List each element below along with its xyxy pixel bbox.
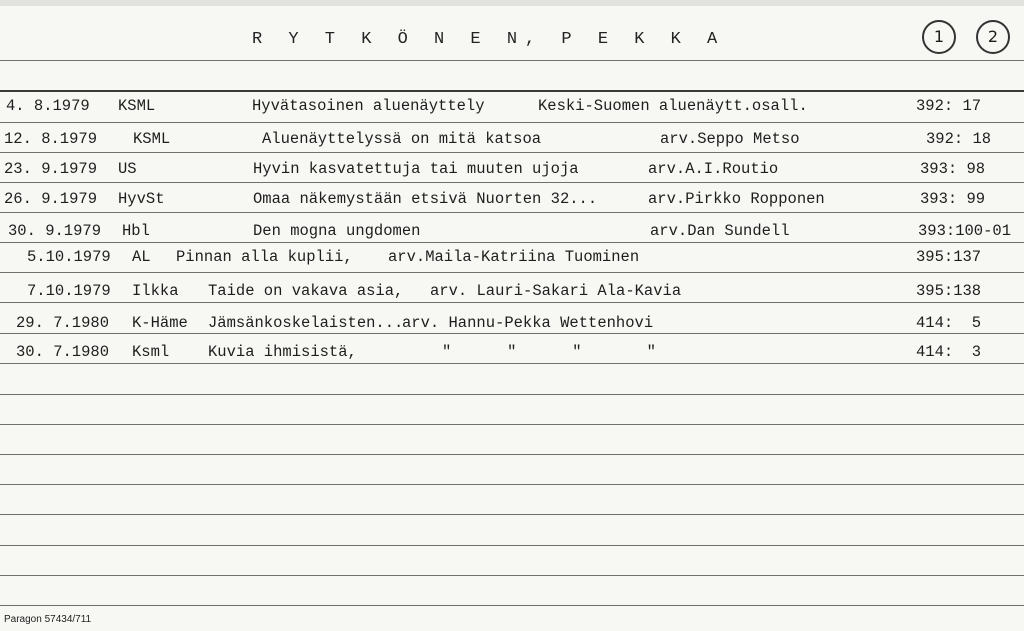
card-entry xyxy=(0,160,1024,186)
entry-date: 29. 7.1980 xyxy=(16,314,110,332)
entry-source: Ksml xyxy=(132,343,170,361)
ruled-line xyxy=(0,424,1024,425)
entry-ref: 392: 18 xyxy=(926,130,992,148)
ruled-line xyxy=(0,514,1024,515)
entry-title: Jämsänkoskelaisten... xyxy=(208,314,404,332)
entry-ref: 395:138 xyxy=(916,282,982,300)
card-entry xyxy=(0,248,1024,274)
entry-ref: 393: 98 xyxy=(920,160,986,178)
header-rule xyxy=(0,90,1024,92)
entry-title: Pinnan alla kuplii, xyxy=(176,248,353,266)
entry-date: 4. 8.1979 xyxy=(6,97,90,115)
ruled-line xyxy=(0,575,1024,576)
entry-source: HyvSt xyxy=(118,190,165,208)
entry-title: Taide on vakava asia, xyxy=(208,282,404,300)
entry-ref: 414: 3 xyxy=(916,343,982,361)
ruled-line xyxy=(0,60,1024,61)
entry-source: Hbl xyxy=(122,222,150,240)
entry-author: Keski-Suomen aluenäytt.osall. xyxy=(538,97,808,115)
entry-ref: 393:100-01 xyxy=(918,222,1012,240)
entry-source: K-Häme xyxy=(132,314,188,332)
card-entry xyxy=(0,282,1024,308)
entry-author: arv.Seppo Metso xyxy=(660,130,800,148)
entry-ref: 414: 5 xyxy=(916,314,982,332)
entry-title: Hyvin kasvatettuja tai muuten ujoja xyxy=(253,160,579,178)
ruled-line xyxy=(0,394,1024,395)
card-entry xyxy=(0,190,1024,216)
entry-source: KSML xyxy=(118,97,156,115)
ruled-line xyxy=(0,454,1024,455)
entry-date: 30. 9.1979 xyxy=(8,222,102,240)
entry-title: Hyvätasoinen aluenäyttely xyxy=(252,97,485,115)
entry-author: arv. Hannu-Pekka Wettenhovi xyxy=(402,314,654,332)
card-number-marker-1: 1 xyxy=(922,20,956,54)
entry-author: arv.Maila-Katriina Tuominen xyxy=(388,248,640,266)
entry-ref: 395:137 xyxy=(916,248,982,266)
entry-date: 30. 7.1980 xyxy=(16,343,110,361)
entry-date: 7.10.1979 xyxy=(27,282,111,300)
ruled-line xyxy=(0,605,1024,606)
card-entry xyxy=(0,222,1024,248)
ruled-line xyxy=(0,484,1024,485)
card-print-mark: Paragon 57434/711 xyxy=(4,614,92,625)
card-heading-name: R Y T K Ö N E N, P E K K A xyxy=(252,30,726,49)
card-entry xyxy=(0,343,1024,369)
entry-ditto-marks: " " " " xyxy=(442,343,656,361)
ruled-line xyxy=(0,545,1024,546)
entry-source: KSML xyxy=(133,130,171,148)
card-entry xyxy=(0,314,1024,340)
entry-date: 23. 9.1979 xyxy=(4,160,98,178)
card-number-marker-2: 2 xyxy=(976,20,1010,54)
entry-title: Aluenäyttelyssä on mitä katsoa xyxy=(262,130,542,148)
entry-author: arv. Lauri-Sakari Ala-Kavia xyxy=(430,282,682,300)
entry-source: US xyxy=(118,160,137,178)
entry-title: Omaa näkemystään etsivä Nuorten 32... xyxy=(253,190,598,208)
entry-date: 5.10.1979 xyxy=(27,248,111,266)
card-entry xyxy=(0,97,1024,123)
entry-source: Ilkka xyxy=(132,282,179,300)
entry-title: Kuvia ihmisistä, xyxy=(208,343,357,361)
entry-ref: 392: 17 xyxy=(916,97,982,115)
card-top-edge xyxy=(0,0,1024,6)
entry-title: Den mogna ungdomen xyxy=(253,222,421,240)
entry-date: 26. 9.1979 xyxy=(4,190,98,208)
entry-author: arv.Dan Sundell xyxy=(650,222,790,240)
entry-date: 12. 8.1979 xyxy=(4,130,98,148)
card-entry xyxy=(0,130,1024,156)
entry-author: arv.Pirkko Ropponen xyxy=(648,190,825,208)
entry-author: arv.A.I.Routio xyxy=(648,160,779,178)
entry-source: AL xyxy=(132,248,151,266)
entry-ref: 393: 99 xyxy=(920,190,986,208)
